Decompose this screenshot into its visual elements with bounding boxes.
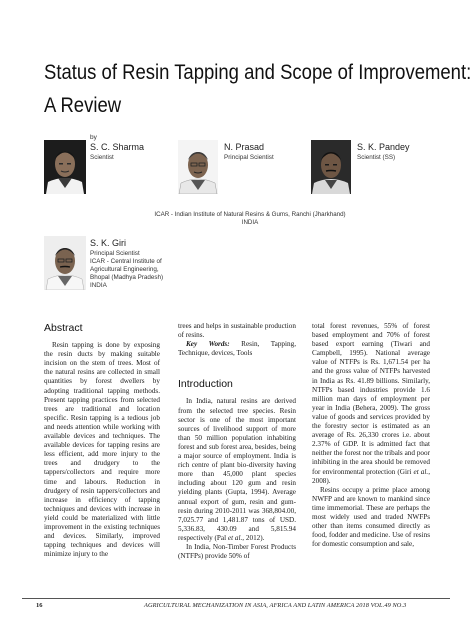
footer-rule bbox=[22, 598, 450, 599]
author-role-line: Agricultural Engineering, bbox=[90, 266, 159, 273]
affiliation-line-2: INDIA bbox=[241, 219, 259, 227]
introduction-paragraph-2: In India, Non-Timber Forest Products (NTFPs) provide 50% of bbox=[178, 542, 296, 561]
intro-p1-text: In India, natural resins are derived from the selected tree species. Resin sector is one of the most important sources of livelihood support of more than 50 million population inhabiting forest and sub forest area, besides, being a major source of employment. India is rich centre of plant bio-diversity having more than 45,000 plant species including about 120 gum and resin yielding plants (Gupta, 1994). Average annual export of gum, resin and gum-resin during 2010-2011 was 368,804.00, 7,025.77 and 1,481.87 tons of USD. 5,336.83, 430.09 and 5,815.94 respectively (Pal bbox=[178, 397, 296, 542]
author-name: S. C. Sharma bbox=[90, 142, 145, 152]
author-role-line: INDIA bbox=[90, 282, 107, 289]
abstract-body: Resin tapping is done by exposing the resin ducts by making suitable incision on the stem of trees. Most of the natural resins are collected in small quantities by forest dwellers by adopting traditional tapping methods. Present tapping practices from selected trees are traditional and location specific. Resin tapping is a tedious job and needs attention while working with available devices and techniques. The available devices for tapping resins are less efficient, add more injury to the trees and drudgery to the tappers/collectors and require more time and labours. Reduction in drudgery of resin tappers/collectors and increase in efficiency of tapping techniques and devices with increase in yield could be materialized with little improvement in the existing techniques and devices. Similarly, improved tapping techniques and devices will minimize injury to the bbox=[44, 341, 160, 559]
introduction-paragraph-1 bbox=[178, 397, 296, 543]
intro-p1-end: , 2012). bbox=[242, 533, 265, 542]
journal-footer: AGRICULTURAL MECHANIZATION IN ASIA, AFRICA AND LATIN AMERICA 2018 VOL.49 NO.3 bbox=[144, 602, 407, 609]
author-name: S. K. Giri bbox=[90, 238, 127, 248]
column-3-paragraph-1 bbox=[312, 322, 430, 486]
col3-p1-text: total forest revenues, 55% of forest based employment and 70% of forest based export earning (Tiwari and Campbell, 1995). National average value of NTFPs is Rs. 1,671.54 per ha and the gross value of NTFPs harvested in India as Rs. 41.89 billions. Similarly, NTFPs based industries provide 1.6 million man days of employment per year in India (Behera, 2009). The gross value of goods and services provided by the forestry sector is estimated as an average of Rs. 26,330 crores i.e. about 2.37% of GDP. It is admitted fact that neither the forest nor the tribals and poor inhibiting in the area should be removed for environmental protection (Giri bbox=[312, 322, 430, 476]
author-name: S. K. Pandey bbox=[357, 142, 410, 152]
author-role-line: Principal Scientist bbox=[90, 250, 140, 257]
column-3 bbox=[312, 322, 430, 549]
author-photo bbox=[44, 236, 86, 290]
title-line-2: A Review bbox=[44, 93, 122, 117]
author-photo bbox=[311, 140, 351, 194]
author-role-line: ICAR - Central Institute of bbox=[90, 258, 162, 265]
keywords-label: Key Words: bbox=[186, 340, 230, 349]
author-role: Principal Scientist bbox=[224, 154, 274, 161]
col3-etal: et al. bbox=[413, 467, 429, 476]
author-role: Scientist bbox=[90, 154, 114, 161]
affiliation-line-1: ICAR - Indian Institute of Natural Resins & Gums, Ranchi (Jharkhand) bbox=[154, 211, 346, 218]
col3-p1-end: , 2008). bbox=[312, 467, 430, 485]
abstract-heading: Abstract bbox=[44, 322, 83, 334]
title-line-1: Status of Resin Tapping and Scope of Improvement: bbox=[44, 60, 472, 84]
intro-p1-etal: et al. bbox=[227, 533, 243, 542]
affiliation bbox=[120, 211, 380, 228]
column-3-paragraph-2: Resins occupy a prime place among NWFP and are known to mankind since time immemorial. These are perhaps the most widely used and traded NWFPs other than items consumed directly as food, fodder and medicine. Use of resins for domestic consumption and sale, bbox=[312, 485, 430, 549]
page-number: 16 bbox=[36, 602, 43, 609]
abstract-body-continued: trees and helps in sustainable production of resins. bbox=[178, 322, 296, 340]
by-label: by bbox=[90, 134, 97, 141]
column-2 bbox=[178, 322, 296, 561]
author-role: Scientist (SS) bbox=[357, 154, 396, 161]
author-role-line: Bhopal (Madhya Pradesh) bbox=[90, 274, 164, 281]
author-photo bbox=[44, 140, 86, 194]
author-photo bbox=[178, 140, 218, 194]
author-name: N. Prasad bbox=[224, 142, 265, 152]
paper-title bbox=[44, 56, 472, 122]
keywords-text: Resin, Tapping, Technique, devices, Tools bbox=[178, 340, 296, 358]
keywords bbox=[178, 340, 296, 358]
introduction-heading: Introduction bbox=[178, 378, 233, 391]
column-abstract bbox=[44, 319, 160, 559]
